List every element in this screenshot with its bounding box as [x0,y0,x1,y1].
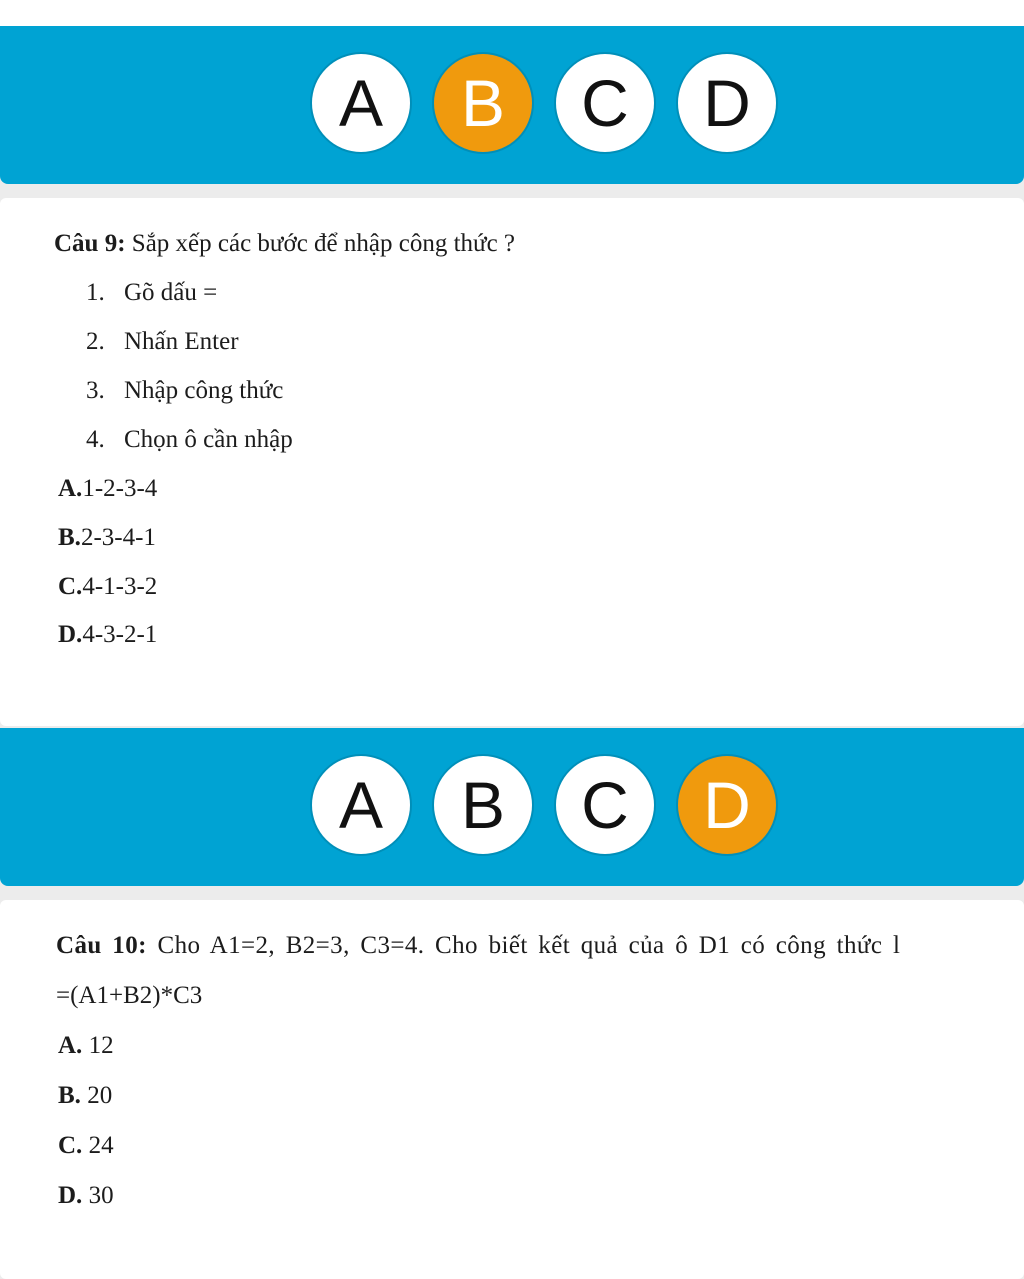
option-letter: A. [58,475,83,502]
option-text: 30 [88,1182,114,1209]
answer-letter: C [581,768,629,842]
answer-circle-b-selected[interactable] [434,54,532,152]
answer-letter: D [703,66,751,140]
step-item [86,327,239,357]
answer-band-1 [0,26,1024,184]
option-letter: B. [58,1082,81,1109]
question-label: Câu 9: [54,230,126,257]
question-text: Cho A1=2, B2=3, C3=4. Cho biết kết quả của ô D1 có công thức l [157,932,901,959]
step-item [86,278,217,308]
option-text: 12 [88,1032,114,1059]
step-number: 3. [86,377,105,404]
answer-circle-c[interactable] [556,756,654,854]
option-letter: C. [58,573,83,600]
answer-letter: B [460,768,506,842]
answer-circle-a[interactable] [312,54,410,152]
formula-text: =(A1+B2)*C3 [56,982,203,1009]
step-text: Nhấn Enter [124,328,239,355]
option-letter: B. [58,524,81,551]
step-number: 4. [86,426,105,453]
answer-circle-a[interactable] [312,756,410,854]
answer-letter: A [338,768,384,842]
answer-letter: B [460,66,506,140]
option-letter: D. [58,1182,83,1209]
answer-letter: D [703,768,751,842]
option-d[interactable] [58,1181,114,1211]
question-text: Sắp xếp các bước để nhập công thức ? [131,230,516,257]
option-text: 2-3-4-1 [80,524,156,551]
answer-letter: C [581,66,629,140]
step-item [86,376,283,406]
answer-circle-b[interactable] [434,756,532,854]
option-letter: D. [58,621,83,648]
top-strip [0,0,1024,26]
option-a[interactable] [58,1031,114,1061]
step-item [86,425,293,455]
question-10 [56,931,900,961]
option-b[interactable] [58,523,156,553]
step-number: 1. [86,279,105,306]
option-a[interactable] [58,474,157,504]
option-c[interactable] [58,572,157,602]
question-label: Câu 10: [56,932,147,959]
option-letter: C. [58,1132,83,1159]
answer-circle-d-selected[interactable] [678,756,776,854]
option-text: 20 [87,1082,113,1109]
option-text: 4-3-2-1 [82,621,158,648]
option-letter: A. [58,1032,83,1059]
option-d[interactable] [58,620,157,650]
option-text: 24 [88,1132,114,1159]
option-text: 1-2-3-4 [82,475,158,502]
option-b[interactable] [58,1081,112,1111]
step-number: 2. [86,328,105,355]
question-card-10 [0,900,1024,1279]
step-text: Nhập công thức [124,377,284,404]
answer-circle-d[interactable] [678,54,776,152]
answer-circle-c[interactable] [556,54,654,152]
option-text: 4-1-3-2 [82,573,158,600]
question-9 [54,229,515,259]
question-card-9 [0,198,1024,726]
step-text: Chọn ô cần nhập [124,426,293,453]
option-c[interactable] [58,1131,114,1161]
answer-band-2 [0,728,1024,886]
answer-letter: A [338,66,384,140]
step-text: Gõ dấu = [124,279,218,306]
